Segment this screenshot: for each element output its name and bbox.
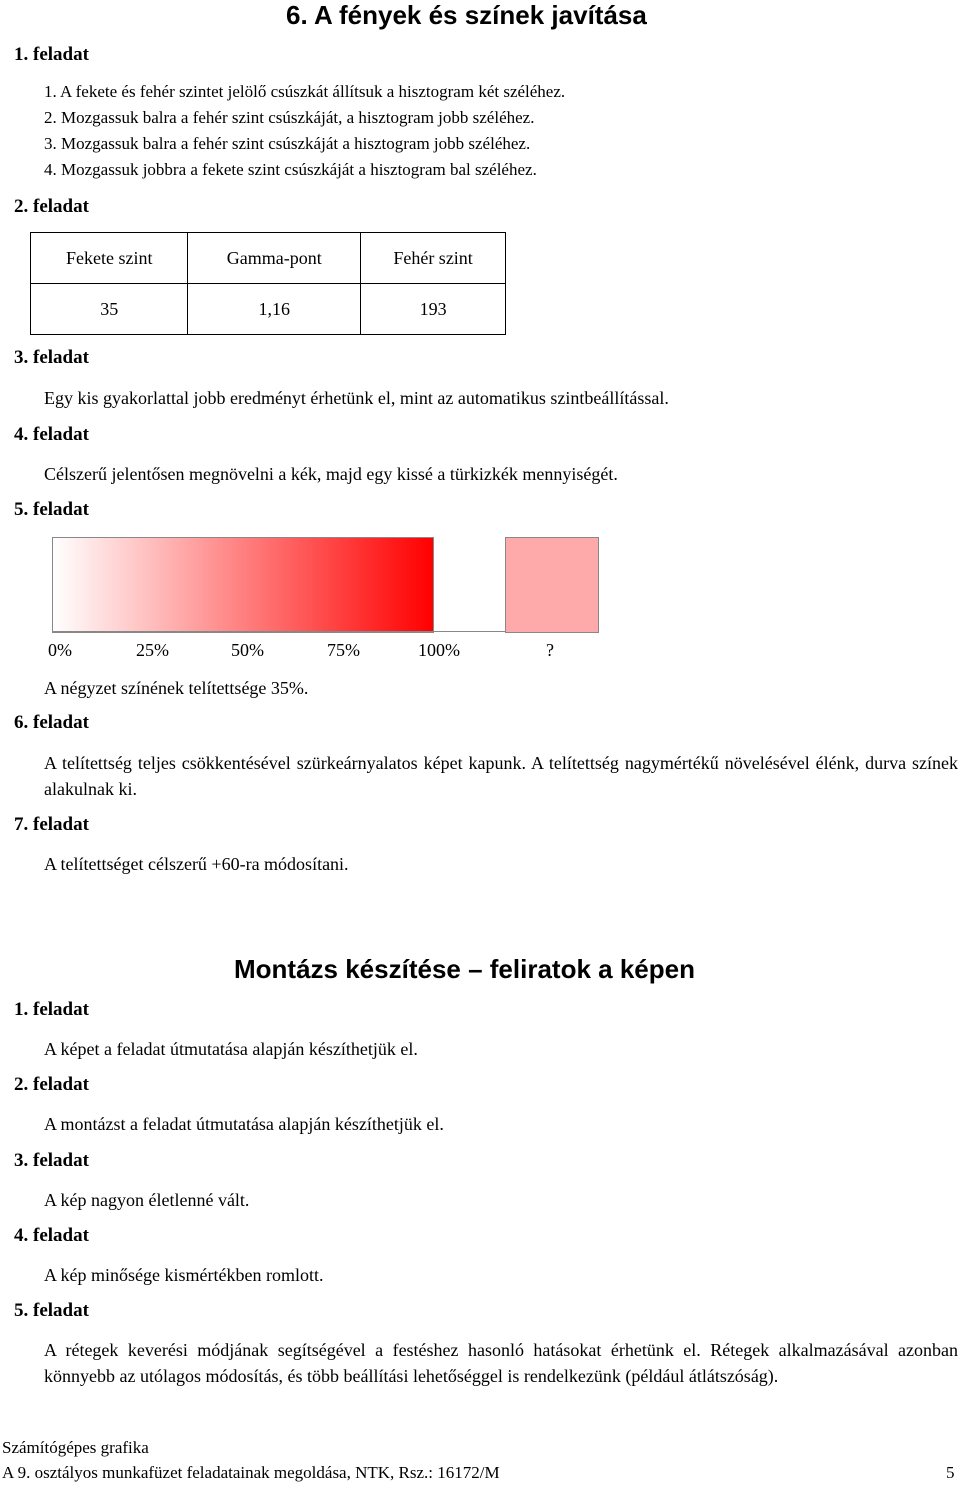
answer-text: A kép minősége kismértékben romlott. (44, 1265, 324, 1285)
footer-subject: Számítógépes grafika (2, 1438, 149, 1457)
task-label: 5. feladat (14, 499, 89, 520)
table-cell: 1,16 (188, 284, 361, 335)
table-row (31, 284, 506, 335)
saturation-gradient-bar (52, 537, 434, 633)
question-mark: ? (546, 640, 554, 660)
answer-text: Célszerű jelentősen megnövelni a kék, majd egy kissé a türkizkék mennyiségét. (44, 464, 618, 484)
tick-label: 0% (48, 640, 72, 660)
answer-text: Egy kis gyakorlattal jobb eredményt érhetünk el, mint az automatikus szintbeállítással. (44, 388, 669, 408)
answer-text: A telítettséget célszerű +60-ra módosítani. (44, 854, 349, 874)
table-header: Gamma-pont (188, 233, 361, 284)
answer-text: A montázst a feladat útmutatása alapján készíthetjük el. (44, 1114, 444, 1134)
tick-label: 75% (327, 640, 360, 660)
task-label: 4. feladat (14, 1225, 89, 1246)
task-label: 7. feladat (14, 814, 89, 835)
task-label: 4. feladat (14, 424, 89, 445)
task-label: 6. feladat (14, 712, 89, 733)
table-cell: 193 (361, 284, 506, 335)
instruction-list (44, 79, 944, 183)
saturation-square (505, 537, 599, 633)
answer-text: A kép nagyon életlenné vált. (44, 1190, 250, 1210)
answer-text: A képet a feladat útmutatása alapján készíthetjük el. (44, 1039, 418, 1059)
table-cell: 35 (31, 284, 188, 335)
task-label: 3. feladat (14, 1150, 89, 1171)
list-item: 2. Mozgassuk balra a fehér szint csúszkáját, a hisztogram jobb széléhez. (44, 108, 535, 127)
tick-label: 50% (231, 640, 264, 660)
task-label: 1. feladat (14, 44, 89, 65)
task-label: 3. feladat (14, 347, 89, 368)
levels-table (30, 232, 506, 335)
answer-text: A rétegek keverési módjának segítségével a festéshez hasonló hatásokat érhetünk el. Rétegek alkalmazásával azonban könnyebb az utólagos módosítás, és több beállítási lehetőséggel is rendelkezünk (például átlátszóság). (44, 1340, 958, 1386)
table-header: Fekete szint (31, 233, 188, 284)
task-label: 5. feladat (14, 1300, 89, 1321)
section-title: Montázs készítése – feliratok a képen (234, 954, 695, 984)
tick-label: 25% (136, 640, 169, 660)
tick-label: 100% (418, 640, 460, 660)
answer-text: A négyzet színének telítettsége 35%. (44, 678, 309, 698)
answer-text: A telítettség teljes csökkentésével szürkeárnyalatos képet kapunk. A telítettség nagymértékű növelésével élénk, durva színek alakulnak ki. (44, 753, 958, 799)
list-item: 3. Mozgassuk balra a fehér szint csúszkáját a hisztogram jobb széléhez. (44, 134, 531, 153)
footer-citation: A 9. osztályos munkafüzet feladatainak megoldása, NTK, Rsz.: 16172/M (2, 1463, 500, 1482)
task-label: 1. feladat (14, 999, 89, 1020)
table-header: Fehér szint (361, 233, 506, 284)
task-label: 2. feladat (14, 196, 89, 217)
table-row (31, 233, 506, 284)
page-number: 5 (946, 1463, 955, 1482)
list-item: 1. A fekete és fehér szintet jelölő csúszkát állítsuk a hisztogram két széléhez. (44, 82, 566, 101)
section-title: 6. A fények és színek javítása (286, 0, 647, 30)
task-label: 2. feladat (14, 1074, 89, 1095)
list-item: 4. Mozgassuk jobbra a fekete szint csúszkáját a hisztogram bal széléhez. (44, 160, 537, 179)
